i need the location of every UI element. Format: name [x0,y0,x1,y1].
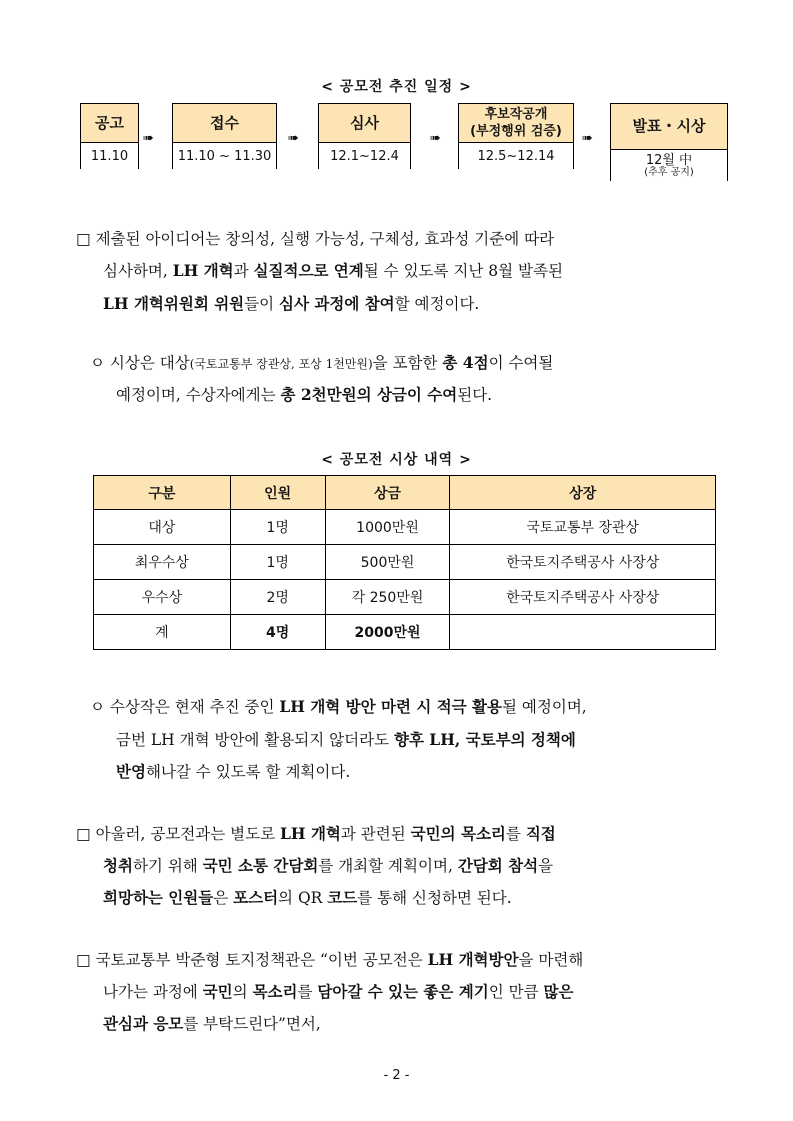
text: 될 예정이며, [502,698,587,716]
para-line [116,757,350,787]
table-header-row [94,476,716,510]
text: 의 [232,983,253,1001]
para-line [76,945,583,975]
text: 심사하며, [103,262,173,280]
text: 예정이며, 수상자에게는 [116,386,281,404]
circle-bullet: ㅇ [90,354,105,372]
step-label: 공고 [81,104,138,143]
table-total-row [94,615,716,650]
table-row [94,580,716,615]
cell: 대상 [94,510,231,545]
emph: 청취 [103,856,133,875]
schedule-step-review [318,103,411,169]
text: 시상은 대상 [109,354,190,372]
text: 할 예정이다. [394,295,480,313]
page-number: - 2 - [383,1068,410,1083]
emph: 많은 [543,982,574,1001]
text: 를 부탁드린다”면서, [183,1015,321,1033]
text: 과 관련된 [340,825,411,843]
schedule-title: < 공모전 추진 일정 > [321,79,472,95]
text: 금번 LH 개혁 방안에 활용되지 않더라도 [116,731,394,749]
para-line [116,380,492,410]
col-header: 인원 [230,476,325,510]
emph: 국민의 목소리 [410,824,506,843]
table-row [94,510,716,545]
emph: LH 개혁 방안 마련 시 적극 활용 [279,697,502,716]
text: 하기 위해 [132,857,203,875]
cell: 한국토지주택공사 사장상 [450,545,716,580]
col-header: 상금 [325,476,450,510]
text: 제출된 아이디어는 창의성, 실행 가능성, 구체성, 효과성 기준에 따라 [95,230,555,248]
emph: 희망하는 인원들 [103,888,214,907]
text: 과 [233,262,254,280]
emph: 심사 과정에 참여 [279,294,395,313]
para-line [90,348,553,379]
text: 수상작은 현재 추진 중인 [109,698,280,716]
step-label: 발표・시상 [611,104,727,150]
cell: 1000만원 [325,510,450,545]
step-label [459,104,573,143]
text: 의 QR [278,889,328,907]
emph: 포스터 [233,888,279,907]
emph: 총 2천만원의 상금이 수여 [280,385,458,404]
cell: 우수상 [94,580,231,615]
text: 국토교통부 박준형 토지정책관은 “이번 공모전은 [95,951,428,969]
text: 을 마련해 [518,951,584,969]
prize-table [93,475,716,650]
cell: 한국토지주택공사 사장상 [450,580,716,615]
text: 인 만큼 [488,983,544,1001]
step-date: 11.10 [81,143,138,169]
emph: 국민 [202,982,233,1001]
schedule-step-submission [172,103,277,169]
table-row [94,545,716,580]
cell: 2000만원 [325,615,450,650]
schedule-step-candidate-reveal [458,103,574,169]
cell: 최우수상 [94,545,231,580]
text: 를 [505,825,526,843]
para-line [103,883,512,913]
text: (국토교통부 장관상, 포상 1천만원) [189,357,373,371]
text: 을 [538,857,554,875]
para-line [103,1009,321,1039]
step-date [611,150,727,181]
para-line [103,256,563,286]
cell: 각 250만원 [325,580,450,615]
text: 들이 [244,295,280,313]
arrow-icon: ➠ [582,131,593,146]
emph: LH 개혁위원회 위원 [103,294,245,313]
text: 은 [213,889,234,907]
emph: 목소리 [252,982,298,1001]
prize-table-title: < 공모전 시상 내역 > [321,452,472,468]
emph: LH 개혁 [280,824,341,843]
step-label-line1: 후보작공개 [484,107,548,122]
emph: 반영 [116,762,146,781]
para-line [76,224,554,254]
cell: 1명 [230,545,325,580]
para-line [116,725,576,755]
cell: 4명 [230,615,325,650]
text: 를 개최할 계획이며, [318,857,458,875]
schedule-step-announcement [80,103,139,169]
para-line [103,851,553,881]
emph: 향후 LH, 국토부의 정책에 [393,730,576,749]
square-bullet: □ [76,825,91,843]
emph: 코드 [327,888,358,907]
emph: 총 4점 [442,353,489,372]
para-line [103,289,479,319]
col-header: 구분 [94,476,231,510]
emph: 직접 [525,824,556,843]
step-date: 11.10 ~ 11.30 [173,143,276,169]
para-line [103,977,573,1007]
emph: 관심과 응모 [103,1014,184,1033]
step-date: 12.5~12.14 [459,143,573,169]
text: 된다. [457,386,493,404]
step-label: 심사 [319,104,410,143]
emph: 간담회 참석 [457,856,539,875]
text: 될 수 있도록 지난 8월 발족된 [363,262,563,280]
circle-bullet: ㅇ [90,698,105,716]
text: 이 수여될 [488,354,554,372]
text: 을 포함한 [372,354,443,372]
step-label-line2: (부정행위 검증) [470,124,562,139]
para-line [76,819,556,849]
para-line [90,692,587,722]
text: 해나갈 수 있도록 할 계획이다. [145,763,351,781]
schedule-step-award [610,103,728,181]
square-bullet: □ [76,951,91,969]
cell: 국토교통부 장관상 [450,510,716,545]
emph: 담아갈 수 있는 좋은 계기 [317,982,489,1001]
col-header: 상장 [450,476,716,510]
arrow-icon: ➠ [143,131,154,146]
cell [450,615,716,650]
text: 를 [297,983,318,1001]
step-date-note: (추후 공지) [644,166,694,178]
text: 아울러, 공모전과는 별도로 [95,825,281,843]
arrow-icon: ➠ [288,131,299,146]
cell: 계 [94,615,231,650]
cell: 1명 [230,510,325,545]
square-bullet: □ [76,230,91,248]
arrow-icon: ➠ [430,131,441,146]
emph: LH 개혁 [172,261,234,280]
cell: 2명 [230,580,325,615]
emph: 국민 소통 간담회 [202,856,319,875]
emph: 실질적으로 연계 [253,261,364,280]
emph: LH 개혁방안 [427,950,519,969]
step-date: 12.1~12.4 [319,143,410,169]
cell: 500만원 [325,545,450,580]
text: 나가는 과정에 [103,983,203,1001]
step-label: 접수 [173,104,276,143]
text: 를 통해 신청하면 된다. [357,889,512,907]
step-date-main: 12월 中 [645,152,693,168]
